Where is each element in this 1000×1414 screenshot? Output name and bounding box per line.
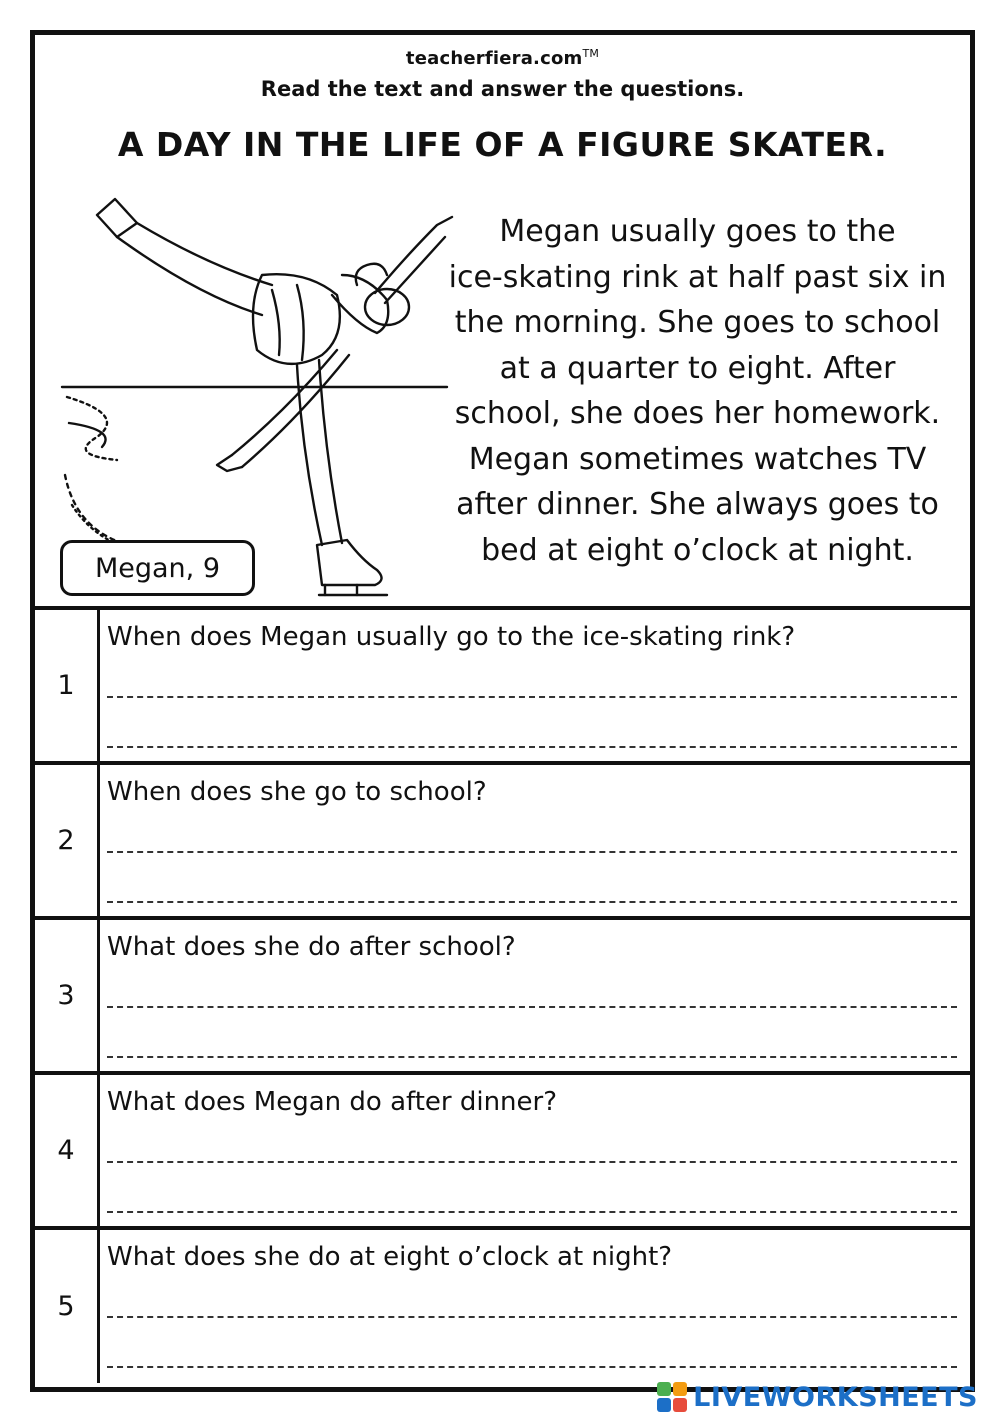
story-line: at a quarter to eight. After: [499, 350, 896, 386]
answer-line[interactable]: [107, 746, 957, 748]
liveworksheets-watermark: [657, 1380, 978, 1414]
question-number: 1: [35, 610, 100, 761]
instruction: Read the text and answer the questions.: [260, 77, 745, 101]
answer-line[interactable]: [107, 1006, 957, 1008]
question-number: 4: [35, 1075, 100, 1226]
character-name-badge: Megan, 9: [60, 540, 255, 596]
question-text: What does she do at eight o’clock at night?: [107, 1242, 673, 1272]
story-line: Megan usually goes to the: [499, 214, 896, 249]
trademark: TM: [582, 47, 600, 60]
story-line: bed at eight o’clock at night.: [481, 532, 914, 568]
story-line: school, she does her homework.: [454, 396, 941, 431]
site-name: teacherfiera.com™: [405, 47, 600, 69]
question-text: What does she do after school?: [107, 932, 516, 962]
story-line: after dinner. She always goes to: [456, 487, 939, 522]
question-number: 5: [35, 1230, 100, 1383]
story-line: ice-skating rink at half past six in: [448, 259, 947, 295]
question-text: What does Megan do after dinner?: [107, 1087, 558, 1117]
question-text: When does she go to school?: [107, 777, 487, 807]
question-row: [35, 765, 970, 920]
worksheet-frame: [30, 30, 975, 1392]
question-row: [35, 610, 970, 765]
answer-line[interactable]: [107, 1366, 957, 1368]
answer-line[interactable]: [107, 851, 957, 853]
answer-line[interactable]: [107, 1056, 957, 1058]
question-row: [35, 1230, 970, 1383]
question-text: When does Megan usually go to the ice-skating rink?: [107, 622, 796, 652]
watermark-text: LIVEWORKSHEETS: [693, 1381, 978, 1413]
answer-line[interactable]: [107, 901, 957, 903]
answer-line[interactable]: [107, 1161, 957, 1163]
question-row: [35, 920, 970, 1075]
questions-table: [35, 606, 970, 1383]
answer-line[interactable]: [107, 1316, 957, 1318]
worksheet-title: A DAY IN THE LIFE OF A FIGURE SKATER.: [117, 125, 888, 164]
story-line: the morning. She goes to school: [454, 305, 941, 340]
answer-line[interactable]: [107, 1211, 957, 1213]
story-text: [430, 209, 965, 573]
question-row: [35, 1075, 970, 1230]
answer-line[interactable]: [107, 696, 957, 698]
question-number: 2: [35, 765, 100, 916]
question-number: 3: [35, 920, 100, 1071]
liveworksheets-logo-icon: [657, 1382, 687, 1412]
story-line: Megan sometimes watches TV: [468, 441, 927, 477]
